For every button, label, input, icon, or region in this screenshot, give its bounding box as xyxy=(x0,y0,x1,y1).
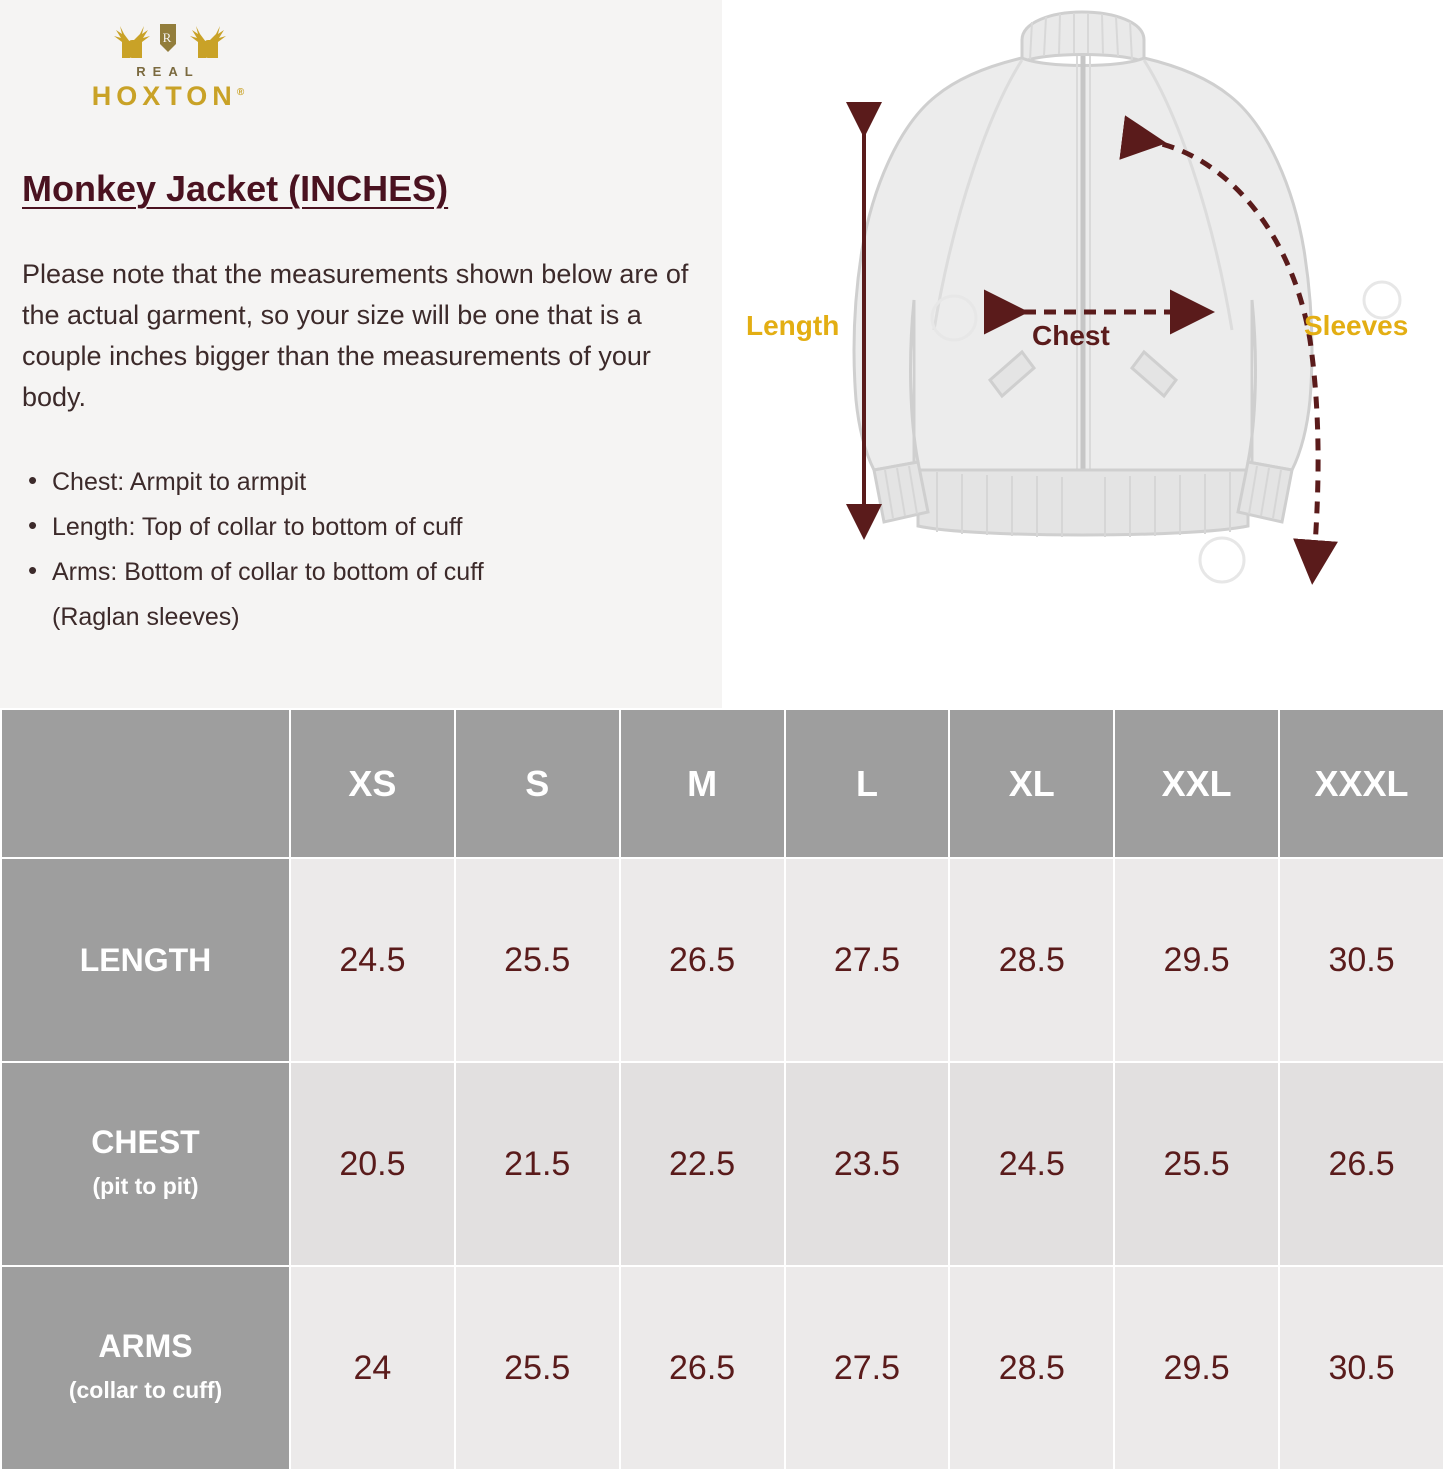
row-header-length xyxy=(1,858,290,1062)
row-label: LENGTH xyxy=(79,942,212,978)
size-table-wrapper xyxy=(0,708,1445,1471)
cell-arms-xl: 28.5 xyxy=(949,1266,1114,1470)
cell-arms-xxl: 29.5 xyxy=(1114,1266,1279,1470)
row-sublabel: (collar to cuff) xyxy=(68,1377,223,1403)
column-header-xs: XS xyxy=(290,709,455,858)
table-row xyxy=(1,1266,1444,1470)
bomber-jacket-illustration xyxy=(722,0,1445,708)
cell-chest-xl: 24.5 xyxy=(949,1062,1114,1266)
column-header-xxl: XXL xyxy=(1114,709,1279,858)
cell-arms-l: 27.5 xyxy=(785,1266,950,1470)
cell-length-l: 27.5 xyxy=(785,858,950,1062)
cell-chest-xs: 20.5 xyxy=(290,1062,455,1266)
table-header-row xyxy=(1,709,1444,858)
deer-crest-svg xyxy=(108,22,228,64)
column-header-xl: XL xyxy=(949,709,1114,858)
registered-mark: ® xyxy=(236,87,245,98)
table-corner-cell xyxy=(1,709,290,858)
list-item: • Chest: Armpit to armpit xyxy=(22,462,696,503)
cell-arms-s: 25.5 xyxy=(455,1266,620,1470)
row-sublabel: (pit to pit) xyxy=(92,1173,199,1199)
row-label: ARMS xyxy=(98,1328,193,1364)
brand-line-1: REAL xyxy=(136,64,200,79)
column-header-l: L xyxy=(785,709,950,858)
size-table xyxy=(0,708,1445,1471)
brand-logo xyxy=(68,22,268,112)
info-panel xyxy=(0,0,722,708)
cell-arms-xxxl: 30.5 xyxy=(1279,1266,1444,1470)
cell-length-xxl: 29.5 xyxy=(1114,858,1279,1062)
cell-chest-m: 22.5 xyxy=(620,1062,785,1266)
cell-length-xxxl: 30.5 xyxy=(1279,858,1444,1062)
cell-arms-xs: 24 xyxy=(290,1266,455,1470)
measurement-note: Please note that the measurements shown below are of the actual garment, so your size will be one that is a couple inches bigger than the measurements of your body. xyxy=(22,259,689,412)
label-sleeves: Sleeves xyxy=(1304,310,1409,341)
label-length: Length xyxy=(746,310,840,341)
column-header-s: S xyxy=(455,709,620,858)
cell-chest-s: 21.5 xyxy=(455,1062,620,1266)
column-header-m: M xyxy=(620,709,785,858)
measurement-bullet-list xyxy=(22,462,696,638)
list-item: (Raglan sleeves) xyxy=(52,603,240,631)
column-header-xxxl: XXXL xyxy=(1279,709,1444,858)
list-item: • Arms: Bottom of collar to bottom of cuff xyxy=(22,552,696,593)
cell-chest-xxxl: 26.5 xyxy=(1279,1062,1444,1266)
table-row xyxy=(1,858,1444,1062)
diagram-panel xyxy=(722,0,1445,708)
cell-arms-m: 26.5 xyxy=(620,1266,785,1470)
page-title: Monkey Jacket (INCHES) xyxy=(22,168,449,209)
cell-length-xs: 24.5 xyxy=(290,858,455,1062)
brand-name-text: HOXTON xyxy=(91,81,237,111)
table-row xyxy=(1,1062,1444,1266)
deer-crest-icon xyxy=(68,22,268,62)
list-item: • Length: Top of collar to bottom of cuff xyxy=(22,507,696,548)
label-chest: Chest xyxy=(1032,320,1110,351)
cell-chest-xxl: 25.5 xyxy=(1114,1062,1279,1266)
brand-line-2 xyxy=(68,81,268,112)
row-header-chest xyxy=(1,1062,290,1266)
row-label: CHEST xyxy=(91,1124,200,1160)
top-section xyxy=(0,0,1445,708)
cell-length-s: 25.5 xyxy=(455,858,620,1062)
cell-length-m: 26.5 xyxy=(620,858,785,1062)
row-header-arms xyxy=(1,1266,290,1470)
cell-length-xl: 28.5 xyxy=(949,858,1114,1062)
cell-chest-l: 23.5 xyxy=(785,1062,950,1266)
svg-text:R: R xyxy=(162,30,174,45)
